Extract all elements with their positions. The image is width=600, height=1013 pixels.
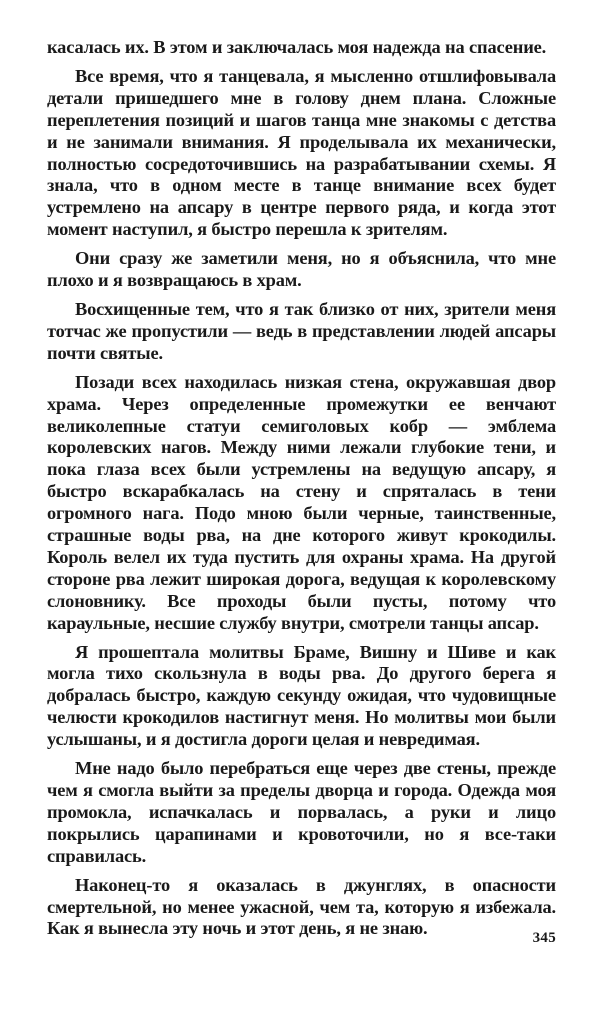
paragraph-7: Мне надо было перебраться еще через две стены, прежде чем я смогла выйти за пределы дворца и города. Одежда моя промокла, испачкалась и порвалась, а руки и лицо покрылись царапинами и кровоточили, но я все-таки справилась. bbox=[47, 758, 556, 866]
page-body bbox=[47, 37, 556, 947]
paragraph-6: Я прошептала молитвы Браме, Вишну и Шиве и как могла тихо скользнула в воды рва. До другого берега я добралась быстро, каждую секунду ожидая, что чудовищные челюсти крокодилов настигнут меня. Но молитвы мои были услышаны, и я достигла дороги целая и невредимая. bbox=[47, 641, 556, 750]
page-number: 345 bbox=[532, 930, 556, 946]
paragraph-5: Позади всех находилась низкая стена, окружавшая двор храма. Через определенные промежутки ее венчают великолепные статуи семиголовых кобр — эмблема королевских нагов. Между ними лежали глубокие тени, и пока глаза всех были устремлены на ведущую апсару, я быстро вскарабкалась на стену и спряталась в тени огромного нага. Подо мною были черные, таинственные, страшные воды рва, на дне которого живут крокодилы. Король велел их туда пустить для охраны храма. На другой стороне рва лежит широкая дорога, ведущая к королевскому слоновнику. Все проходы были пусты, потому что караульные, несшие службу внутри, смотрели танцы апсар. bbox=[47, 371, 556, 633]
paragraph-2: Все время, что я танцевала, я мысленно отшлифовывала детали пришедшего мне в голову днем плана. Сложные переплетения позиций и шагов танца мне знакомы с детства и не занимали внимания. Я проделывала их механически, полностью сосредоточившись на разрабатывании схемы. Я знала, что в одном месте в танце внимание всех будет устремлено на апсару в центре первого ряда, и когда этот момент наступил, я быстро перешла к зрителям. bbox=[47, 65, 556, 240]
paragraph-1: касалась их. В этом и заключалась моя надежда на спасение. bbox=[47, 37, 547, 57]
paragraph-8: Наконец-то я оказалась в джунглях, в опасности смертельной, но менее ужасной, чем та, которую я избежала. Как я вынесла эту ночь и этот день, я не знаю. bbox=[47, 874, 556, 939]
paragraph-3: Они сразу же заметили меня, но я объяснила, что мне плохо и я возвращаюсь в храм. bbox=[47, 248, 556, 291]
paragraph-4: Восхищенные тем, что я так близко от них, зрители меня тотчас же пропустили — ведь в представлении людей апсары почти святые. bbox=[47, 298, 556, 363]
